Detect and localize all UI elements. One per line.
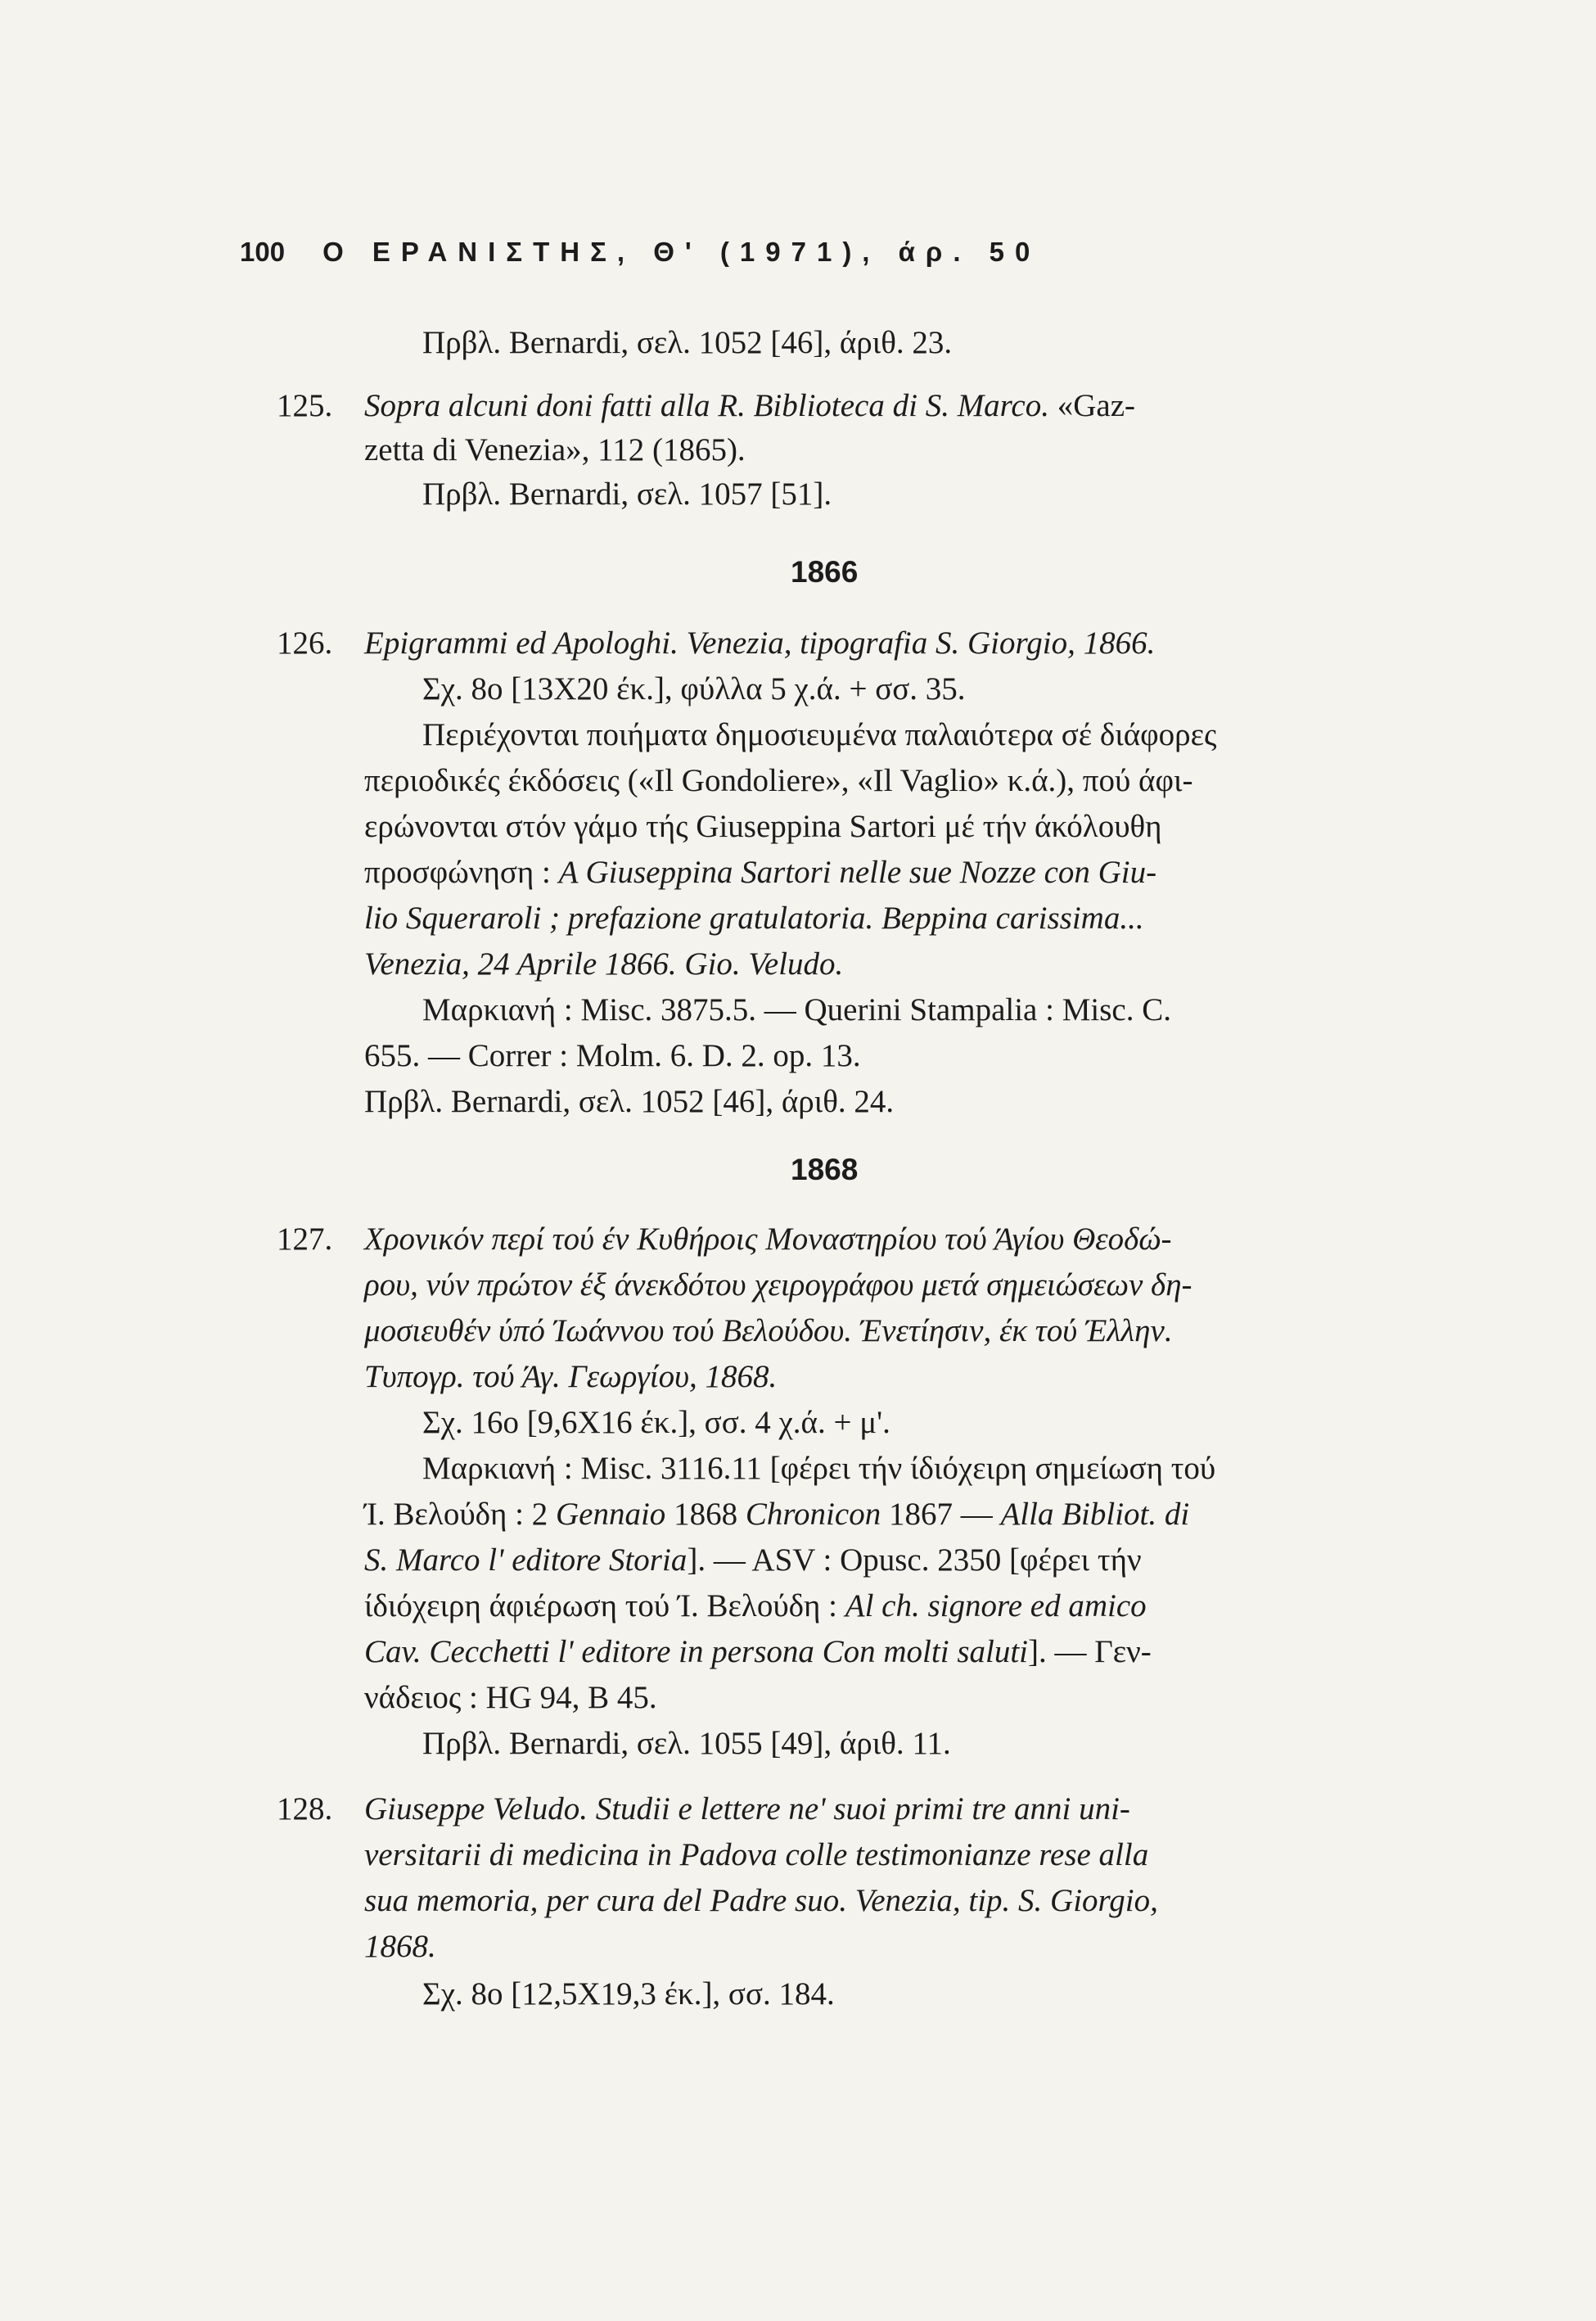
entry-126-note-line-6: Venezia, 24 Aprile 1866. Gio. Veludo. (364, 946, 844, 982)
entry-126-title: Epigrammi ed Apologhi. Venezia, tipografia S. Giorgio, 1866. (364, 625, 1156, 661)
journal-title: Ο ΕΡΑΝΙΣΤΗΣ, Θ' (1971), άρ. 50 (322, 237, 1041, 267)
entry-127-reference: Πρβλ. Bernardi, σελ. 1055 [49], άριθ. 11. (422, 1726, 951, 1761)
entry-126-note-line-5: lio Squeraroli ; prefazione gratulatoria. Beppina carissima... (364, 901, 1144, 936)
entry-127-holdings-line-1: Μαρκιανή : Misc. 3116.11 [φέρει τήν ίδιόχειρη σημείωση τού (422, 1451, 1216, 1486)
entry-126-note-line-4: προσφώνηση : A Giuseppina Sartori nelle sue Nozze con Giu- (364, 855, 1157, 890)
entry-127-title-line-2: ρου, νύν πρώτον έξ άνεκδότου χειρογράφου μετά σημειώσεων δη- (364, 1267, 1192, 1303)
entry-127-format: Σχ. 16ο [9,6X16 έκ.], σσ. 4 χ.ά. + μ'. (422, 1405, 890, 1440)
entry-127-holdings-line-3: S. Marco l' editore Storia]. — ASV : Opusc. 2350 [φέρει τήν (364, 1542, 1142, 1578)
entry-126-note-line-3: ερώνονται στόν γάμο τής Giuseppina Sartori μέ τήν άκόλουθη (364, 809, 1162, 844)
entry-127-holdings-line-4: ίδιόχειρη άφιέρωση τού Ί. Βελούδη : Al ch. signore ed amico (364, 1588, 1147, 1623)
entry-126-note-line-1: Περιέχονται ποιήματα δημοσιευμένα παλαιότερα σέ διάφορες (422, 717, 1217, 752)
entry-127-title-line-1: Χρονικόν περί τού έν Κυθήροις Μοναστηρίου τού Άγίου Θεοδώ- (364, 1221, 1172, 1257)
year-heading-1866: 1866 (791, 555, 859, 589)
entry-127-holdings-line-6: νάδειος : HG 94, B 45. (364, 1680, 657, 1715)
entry-125-number: 125. (277, 388, 333, 423)
entry-127-title-line-3: μοσιευθέν ύπό Ίωάννου τού Βελούδου. Ένετίησιν, έκ τού Έλλην. (364, 1313, 1173, 1348)
entry-127-holdings-line-5: Cav. Cecchetti l' editore in persona Con molti saluti]. — Γεν- (364, 1634, 1152, 1669)
page-number: 100 (240, 237, 286, 267)
entry-128-title-line-4: 1868. (364, 1929, 436, 1964)
entry-126-format: Σχ. 8ο [13X20 έκ.], φύλλα 5 χ.ά. + σσ. 35. (422, 671, 966, 707)
entry-128-title-line-2: versitarii di medicina in Padova colle testimonianze rese alla (364, 1837, 1149, 1872)
entry-126-holdings-line-1: Μαρκιανή : Misc. 3875.5. — Querini Stampalia : Misc. C. (422, 992, 1171, 1027)
entry-127-holdings-line-2: Ί. Βελούδη : 2 Gennaio 1868 Chronicon 1867 — Alla Bibliot. di (364, 1497, 1190, 1532)
entry-126-holdings-line-2: 655. — Correr : Molm. 6. D. 2. op. 13. (364, 1038, 861, 1073)
entry-128-format: Σχ. 8ο [12,5X19,3 έκ.], σσ. 184. (422, 1976, 835, 2012)
running-header (240, 234, 1040, 270)
entry-125-line-2: zetta di Venezia», 112 (1865). (364, 432, 746, 467)
entry-126-note-line-2: περιοδικές έκδόσεις («Il Gondoliere», «Il Vaglio» κ.ά.), πού άφι- (364, 763, 1193, 798)
entry-128-title-line-3: sua memoria, per cura del Padre suo. Venezia, tip. S. Giorgio, (364, 1883, 1158, 1918)
entry-126-reference: Πρβλ. Bernardi, σελ. 1052 [46], άριθ. 24. (364, 1084, 895, 1119)
year-heading-1868: 1868 (791, 1153, 859, 1186)
entry-128-title-line-1: Giuseppe Veludo. Studii e lettere ne' suoi primi tre anni uni- (364, 1791, 1130, 1827)
entry-126-number: 126. (277, 625, 333, 661)
entry-124-reference: Πρβλ. Bernardi, σελ. 1052 [46], άριθ. 23. (422, 325, 953, 360)
entry-125-reference: Πρβλ. Bernardi, σελ. 1057 [51]. (422, 476, 832, 512)
entry-127-title-line-4: Τυπογρ. τού Άγ. Γεωργίου, 1868. (364, 1359, 778, 1394)
entry-125-title-line: Sopra alcuni doni fatti alla R. Biblioteca di S. Marco. «Gaz- (364, 388, 1136, 423)
entry-128-number: 128. (277, 1791, 333, 1827)
entry-127-number: 127. (277, 1221, 333, 1257)
